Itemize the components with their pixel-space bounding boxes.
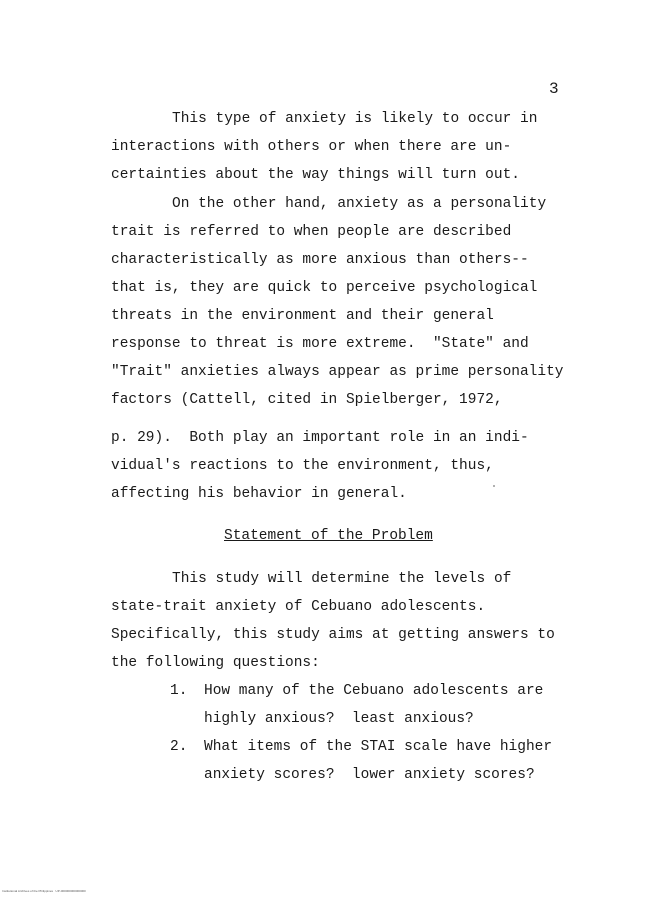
question-1-line-2: highly anxious? least anxious? [204,711,474,727]
question-2-number: 2. [170,739,188,755]
paragraph-2-line-9: p. 29). Both play an important role in an indi- [111,430,529,446]
paragraph-2-line-11: affecting his behavior in general. [111,486,407,502]
question-2-line-1: What items of the STAI scale have higher [204,739,553,755]
paragraph-2-line-3: characteristically as more anxious than others-- [111,252,529,268]
paragraph-2-line-5: threats in the environment and their general [111,308,494,324]
question-2-line-2: anxiety scores? lower anxiety scores? [204,767,535,783]
section-heading: Statement of the Problem [224,528,433,544]
paragraph-2-line-2: trait is referred to when people are described [111,224,512,240]
scan-speck [493,485,495,487]
question-1-number: 1. [170,683,188,699]
paragraph-1-line-2: interactions with others or when there are un- [111,139,512,155]
paragraph-2-line-7: "Trait" anxieties always appear as prime personality [111,364,564,380]
paragraph-3-line-2: state-trait anxiety of Cebuano adolescents. [111,599,486,615]
paragraph-2-line-10: vidual's reactions to the environment, thus, [111,458,494,474]
paragraph-1-line-1: This type of anxiety is likely to occur in [172,111,538,127]
paragraph-3-line-3: Specifically, this study aims at getting answers to [111,627,555,643]
paragraph-2-line-4: that is, they are quick to perceive psychological [111,280,538,296]
paragraph-2-line-8: factors (Cattell, cited in Spielberger, 1972, [111,392,503,408]
page-number: 3 [549,80,559,98]
paragraph-1-line-3: certainties about the way things will turn out. [111,167,520,183]
paragraph-3-line-4: the following questions: [111,655,320,671]
archive-footer: Institutional Archives of the Philippines UP-000000000000000 [2,889,86,893]
question-1-line-1: How many of the Cebuano adolescents are [204,683,544,699]
paragraph-2-line-6: response to threat is more extreme. "State" and [111,336,529,352]
paragraph-3-line-1: This study will determine the levels of [172,571,512,587]
paragraph-2-line-1: On the other hand, anxiety as a personality [172,196,547,212]
